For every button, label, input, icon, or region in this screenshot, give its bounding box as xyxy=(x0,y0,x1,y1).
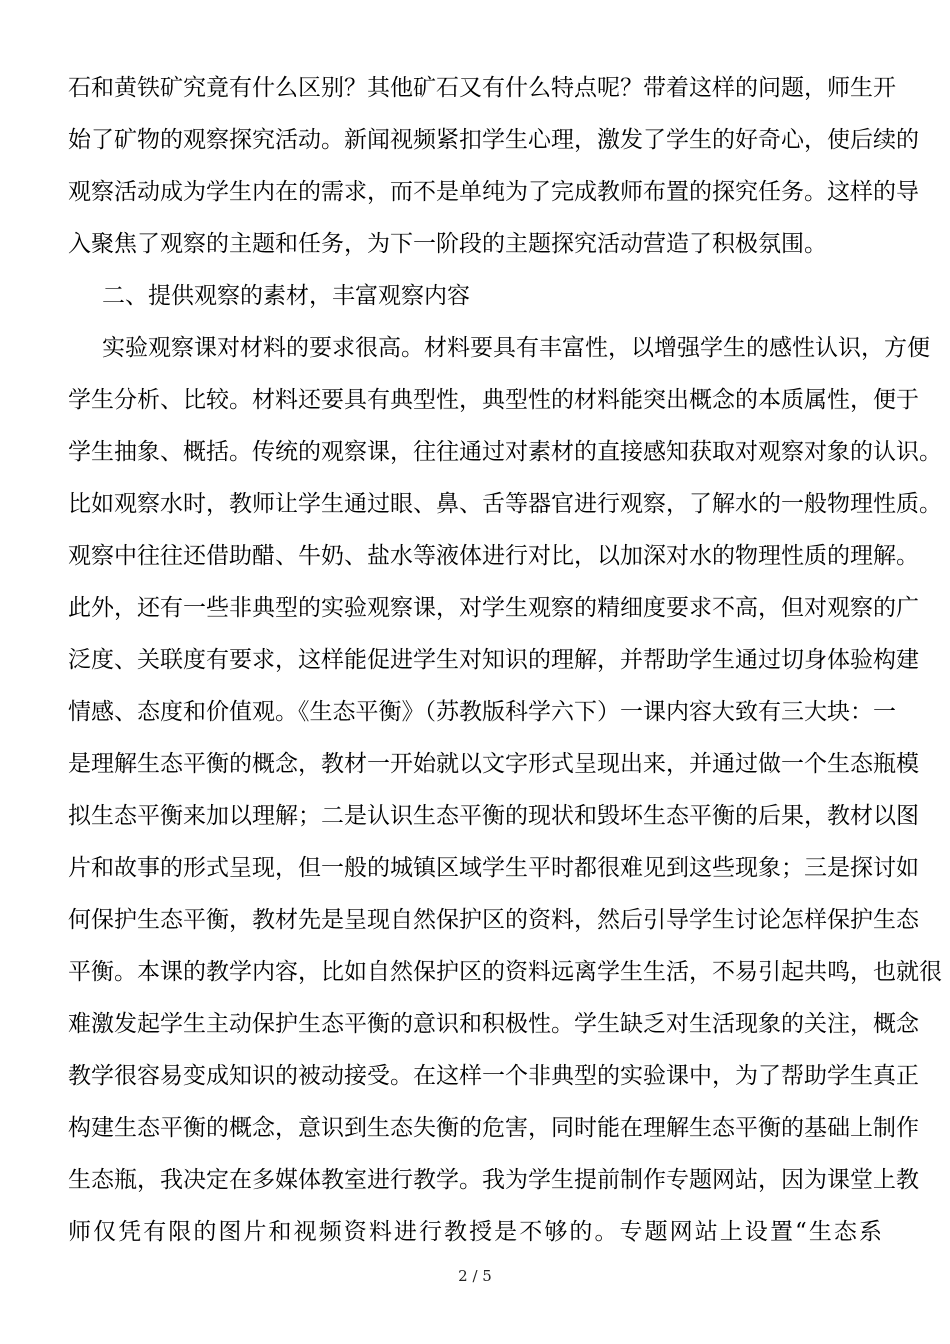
text-line-10: 观察中往往还借助醋、牛奶、盐水等液体进行对比，以加深对水的物理性质的理解。 xyxy=(68,543,919,569)
text-line-13: 情感、态度和价值观。《生态平衡》（苏教版科学六下）一课内容大致有三大块：一 xyxy=(68,699,896,725)
text-line-2: 始了矿物的观察探究活动。新闻视频紧扣学生心理，激发了学生的好奇心，使后续的 xyxy=(68,127,919,153)
text-line-4: 入聚焦了观察的主题和任务，为下一阶段的主题探究活动营造了积极氛围。 xyxy=(68,231,827,257)
text-line-11: 此外，还有一些非典型的实验观察课，对学生观察的精细度要求不高，但对观察的广 xyxy=(68,595,919,621)
text-line-21: 构建生态平衡的概念，意识到生态失衡的危害，同时能在理解生态平衡的基础上制作 xyxy=(68,1115,919,1141)
text-line-22: 生态瓶，我决定在多媒体教室进行教学。我为学生提前制作专题网站，因为课堂上教 xyxy=(68,1167,919,1193)
text-line-18: 平衡。本课的教学内容，比如自然保护区的资料远离学生生活，不易引起共鸣，也就很 xyxy=(68,959,942,985)
section-heading: 二、提供观察的素材，丰富观察内容 xyxy=(102,283,470,309)
text-line-20: 教学很容易变成知识的被动接受。在这样一个非典型的实验课中，为了帮助学生真正 xyxy=(68,1063,919,1089)
text-line-7: 学生分析、比较。材料还要具有典型性，典型性的材料能突出概念的本质属性，便于 xyxy=(68,387,919,413)
text-line-9: 比如观察水时，教师让学生通过眼、鼻、舌等器官进行观察，了解水的一般物理性质。 xyxy=(68,491,942,517)
text-line-8: 学生抽象、概括。传统的观察课，往往通过对素材的直接感知获取对观察对象的认识。 xyxy=(68,439,942,465)
text-line-14: 是理解生态平衡的概念，教材一开始就以文字形式呈现出来，并通过做一个生态瓶模 xyxy=(68,751,919,777)
text-line-16: 片和故事的形式呈现，但一般的城镇区域学生平时都很难见到这些现象；三是探讨如 xyxy=(68,855,919,881)
text-line-1: 石和黄铁矿究竟有什么区别？其他矿石又有什么特点呢？带着这样的问题，师生开 xyxy=(68,75,896,101)
text-line-23: 师仅凭有限的图片和视频资料进行教授是不够的。专题网站上设置“生态系 xyxy=(68,1219,882,1245)
page-number: 2 / 5 xyxy=(458,1267,492,1285)
text-line-19: 难激发起学生主动保护生态平衡的意识和积极性。学生缺乏对生活现象的关注，概念 xyxy=(68,1011,919,1037)
text-line-12: 泛度、关联度有要求，这样能促进学生对知识的理解，并帮助学生通过切身体验构建 xyxy=(68,647,919,673)
text-line-3: 观察活动成为学生内在的需求，而不是单纯为了完成教师布置的探究任务。这样的导 xyxy=(68,179,919,205)
text-line-6: 实验观察课对材料的要求很高。材料要具有丰富性，以增强学生的感性认识，方便 xyxy=(102,335,930,361)
text-line-15: 拟生态平衡来加以理解；二是认识生态平衡的现状和毁坏生态平衡的后果，教材以图 xyxy=(68,803,919,829)
text-line-17: 何保护生态平衡，教材先是呈现自然保护区的资料，然后引导学生讨论怎样保护生态 xyxy=(68,907,919,933)
